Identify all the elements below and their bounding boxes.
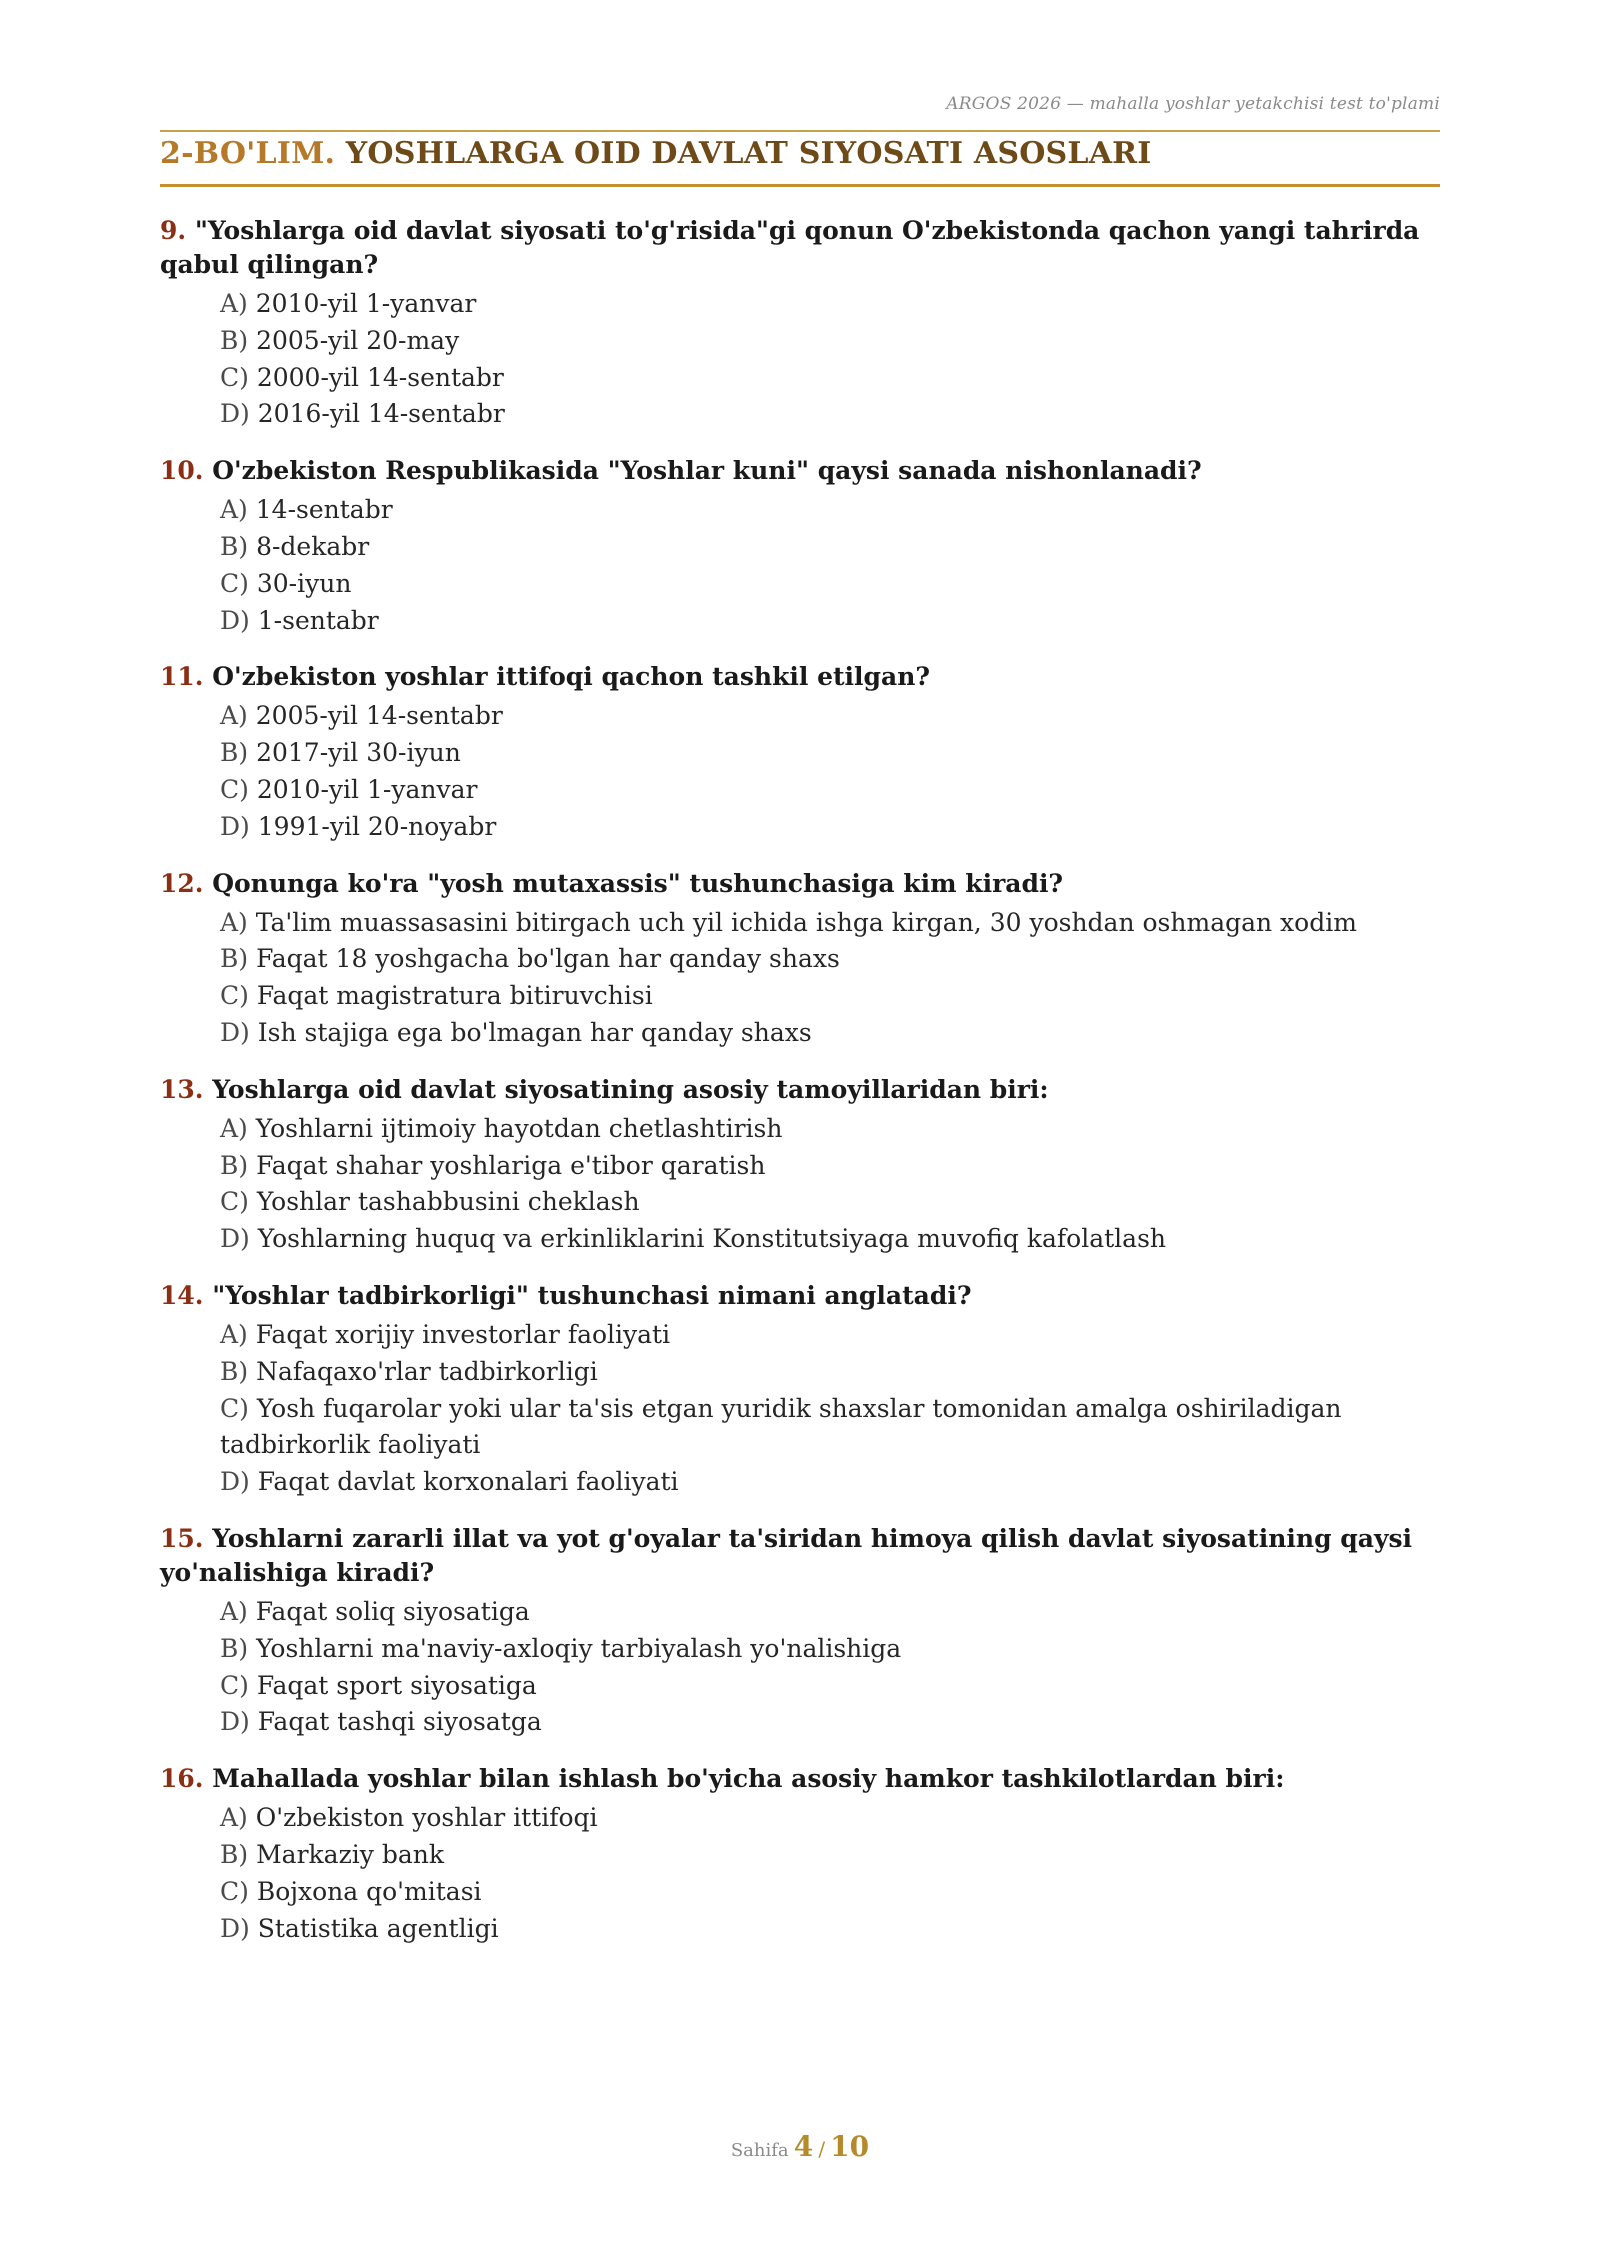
option-text: Bojxona qo'mitasi bbox=[256, 1876, 482, 1906]
question-14 bbox=[160, 1279, 1440, 1501]
answer-option-a bbox=[220, 286, 1440, 323]
question-number: 10. bbox=[160, 456, 204, 486]
answer-option-b bbox=[220, 735, 1440, 772]
option-letter: B) bbox=[220, 738, 249, 768]
option-letter: C) bbox=[220, 1670, 249, 1700]
option-letter: B) bbox=[220, 1356, 249, 1386]
option-text: Markaziy bank bbox=[256, 1839, 444, 1869]
question-body: O'zbekiston Respublikasida "Yoshlar kuni" qaysi sanada nishonlanadi? bbox=[212, 456, 1202, 486]
question-text bbox=[160, 1279, 1440, 1313]
option-text: 2000-yil 14-sentabr bbox=[256, 362, 504, 392]
option-text: 2005-yil 20-may bbox=[256, 325, 460, 355]
option-letter: A) bbox=[220, 1596, 248, 1626]
option-text: 2005-yil 14-sentabr bbox=[255, 701, 503, 731]
answer-options bbox=[160, 1800, 1440, 1947]
question-body: Qonunga ko'ra "yosh mutaxassis" tushunchasiga kim kiradi? bbox=[212, 868, 1064, 898]
option-text: Ta'lim muassasasini bitirgach uch yil ichida ishga kirgan, 30 yoshdan oshmagan xodim bbox=[255, 907, 1357, 937]
question-text bbox=[160, 454, 1440, 488]
question-text bbox=[160, 660, 1440, 694]
answer-option-b bbox=[220, 1148, 1440, 1185]
answer-option-d bbox=[220, 1221, 1440, 1258]
section-heading: YOSHLARGA OID DAVLAT SIYOSATI ASOSLARI bbox=[345, 136, 1152, 171]
option-letter: A) bbox=[220, 1319, 248, 1349]
answer-option-c bbox=[220, 1391, 1440, 1465]
answer-option-b bbox=[220, 323, 1440, 360]
question-number: 16. bbox=[160, 1764, 204, 1794]
question-text bbox=[160, 1762, 1440, 1796]
answer-option-c bbox=[220, 772, 1440, 809]
option-letter: A) bbox=[220, 495, 248, 525]
option-text: 1-sentabr bbox=[257, 605, 379, 635]
page-footer bbox=[160, 2130, 1440, 2163]
question-text bbox=[160, 1073, 1440, 1107]
answer-option-b bbox=[220, 941, 1440, 978]
answer-option-c bbox=[220, 566, 1440, 603]
option-letter: C) bbox=[220, 774, 249, 804]
option-letter: A) bbox=[220, 289, 248, 318]
answer-option-b bbox=[220, 1837, 1440, 1874]
question-11 bbox=[160, 660, 1440, 845]
answer-option-d bbox=[220, 809, 1440, 846]
question-15 bbox=[160, 1522, 1440, 1741]
answer-option-d bbox=[220, 396, 1440, 433]
question-number: 9. bbox=[160, 216, 187, 245]
option-letter: D) bbox=[220, 1017, 250, 1047]
question-body: "Yoshlarga oid davlat siyosati to'g'risida"gi qonun O'zbekistonda qachon yangi tahrirda qabul qilingan? bbox=[160, 216, 1420, 279]
option-text: Faqat davlat korxonalari faoliyati bbox=[257, 1467, 679, 1497]
option-letter: A) bbox=[220, 1113, 248, 1143]
option-text: Yosh fuqarolar yoki ular ta'sis etgan yuridik shaxslar tomonidan amalga oshiriladigan tadbirkorlik faoliyati bbox=[220, 1393, 1342, 1460]
document-page bbox=[160, 0, 1440, 2262]
question-text bbox=[160, 867, 1440, 901]
answer-option-c bbox=[220, 360, 1440, 397]
question-number: 12. bbox=[160, 868, 204, 898]
answer-options bbox=[160, 1111, 1440, 1258]
option-text: 2017-yil 30-iyun bbox=[256, 738, 461, 768]
question-number: 13. bbox=[160, 1074, 204, 1104]
question-number: 15. bbox=[160, 1523, 204, 1553]
answer-option-c bbox=[220, 978, 1440, 1015]
question-text bbox=[160, 214, 1440, 282]
option-letter: B) bbox=[220, 1633, 249, 1663]
option-text: Yoshlar tashabbusini cheklash bbox=[256, 1187, 640, 1217]
answer-options bbox=[160, 1317, 1440, 1501]
option-text: O'zbekiston yoshlar ittifoqi bbox=[255, 1803, 598, 1833]
option-text: Faqat tashqi siyosatga bbox=[257, 1707, 542, 1737]
answer-options bbox=[160, 492, 1440, 639]
option-letter: D) bbox=[220, 1224, 250, 1254]
option-text: Yoshlarni ma'naviy-axloqiy tarbiyalash yo'nalishiga bbox=[256, 1633, 902, 1663]
option-letter: D) bbox=[220, 1913, 250, 1943]
option-letter: C) bbox=[220, 362, 249, 392]
option-text: 2016-yil 14-sentabr bbox=[257, 399, 505, 429]
option-letter: C) bbox=[220, 1187, 249, 1217]
option-letter: D) bbox=[220, 605, 250, 635]
option-text: 2010-yil 1-yanvar bbox=[256, 774, 478, 804]
option-text: 30-iyun bbox=[256, 568, 352, 598]
current-page-number: 4 bbox=[793, 2130, 814, 2163]
answer-option-d bbox=[220, 1464, 1440, 1501]
question-list bbox=[160, 214, 1440, 1968]
option-letter: B) bbox=[220, 1150, 249, 1180]
option-letter: A) bbox=[220, 701, 248, 731]
question-10 bbox=[160, 454, 1440, 639]
answer-option-a bbox=[220, 1800, 1440, 1837]
option-text: Faqat xorijiy investorlar faoliyati bbox=[255, 1319, 671, 1349]
option-text: Yoshlarning huquq va erkinliklarini Konstitutsiyaga muvofiq kafolatlash bbox=[257, 1224, 1167, 1254]
option-text: Statistika agentligi bbox=[257, 1913, 499, 1943]
option-text: 2010-yil 1-yanvar bbox=[255, 289, 477, 318]
option-text: Faqat sport siyosatiga bbox=[256, 1670, 537, 1700]
total-page-count: 10 bbox=[830, 2130, 870, 2163]
option-letter: A) bbox=[220, 1803, 248, 1833]
question-text bbox=[160, 1522, 1440, 1590]
option-text: Faqat soliq siyosatiga bbox=[255, 1596, 530, 1626]
page-separator: / bbox=[818, 2137, 826, 2161]
answer-option-d bbox=[220, 1015, 1440, 1052]
option-letter: C) bbox=[220, 1393, 249, 1423]
answer-options bbox=[160, 905, 1440, 1052]
page-label: Sahifa bbox=[730, 2140, 789, 2161]
question-body: "Yoshlar tadbirkorligi" tushunchasi nimani anglatadi? bbox=[212, 1280, 972, 1310]
answer-options bbox=[160, 286, 1440, 433]
answer-option-c bbox=[220, 1668, 1440, 1705]
option-letter: C) bbox=[220, 1876, 249, 1906]
section-title bbox=[160, 136, 1152, 171]
section-divider bbox=[160, 184, 1440, 187]
answer-option-a bbox=[220, 492, 1440, 529]
option-text: Faqat 18 yoshgacha bo'lgan har qanday shaxs bbox=[256, 944, 840, 974]
answer-option-a bbox=[220, 1111, 1440, 1148]
option-letter: B) bbox=[220, 531, 249, 561]
question-body: O'zbekiston yoshlar ittifoqi qachon tashkil etilgan? bbox=[212, 662, 931, 692]
option-letter: C) bbox=[220, 568, 249, 598]
header-divider bbox=[160, 130, 1440, 132]
option-text: Faqat magistratura bitiruvchisi bbox=[256, 981, 653, 1011]
question-body: Yoshlarni zararli illat va yot g'oyalar ta'siridan himoya qilish davlat siyosatining qaysi yo'nalishiga kiradi? bbox=[160, 1523, 1413, 1587]
option-letter: B) bbox=[220, 1839, 249, 1869]
option-text: Faqat shahar yoshlariga e'tibor qaratish bbox=[256, 1150, 766, 1180]
option-letter: A) bbox=[220, 907, 248, 937]
question-13 bbox=[160, 1073, 1440, 1258]
question-number: 14. bbox=[160, 1280, 204, 1310]
answer-option-a bbox=[220, 1594, 1440, 1631]
option-letter: D) bbox=[220, 1467, 250, 1497]
answer-option-d bbox=[220, 603, 1440, 640]
option-text: 8-dekabr bbox=[256, 531, 370, 561]
answer-options bbox=[160, 1594, 1440, 1741]
answer-option-a bbox=[220, 905, 1440, 942]
answer-option-d bbox=[220, 1911, 1440, 1948]
question-12 bbox=[160, 867, 1440, 1052]
question-number: 11. bbox=[160, 662, 204, 692]
option-text: 1991-yil 20-noyabr bbox=[257, 811, 497, 841]
option-letter: B) bbox=[220, 944, 249, 974]
question-body: Yoshlarga oid davlat siyosatining asosiy tamoyillaridan biri: bbox=[212, 1074, 1049, 1104]
option-letter: D) bbox=[220, 811, 250, 841]
answer-option-c bbox=[220, 1184, 1440, 1221]
option-text: Nafaqaxo'rlar tadbirkorligi bbox=[256, 1356, 598, 1386]
option-text: 14-sentabr bbox=[255, 495, 393, 525]
option-letter: B) bbox=[220, 325, 249, 355]
option-letter: D) bbox=[220, 399, 250, 429]
question-9 bbox=[160, 214, 1440, 433]
answer-option-d bbox=[220, 1704, 1440, 1741]
running-header: ARGOS 2026 — mahalla yoshlar yetakchisi test to'plami bbox=[946, 94, 1440, 114]
answer-option-c bbox=[220, 1874, 1440, 1911]
option-text: Yoshlarni ijtimoiy hayotdan chetlashtirish bbox=[255, 1113, 783, 1143]
answer-option-b bbox=[220, 1354, 1440, 1391]
option-text: Ish stajiga ega bo'lmagan har qanday shaxs bbox=[257, 1017, 812, 1047]
option-letter: D) bbox=[220, 1707, 250, 1737]
question-16 bbox=[160, 1762, 1440, 1947]
answer-option-b bbox=[220, 529, 1440, 566]
answer-options bbox=[160, 698, 1440, 845]
answer-option-a bbox=[220, 698, 1440, 735]
option-letter: C) bbox=[220, 981, 249, 1011]
section-number: 2-BO'LIM. bbox=[160, 136, 336, 171]
answer-option-b bbox=[220, 1631, 1440, 1668]
question-body: Mahallada yoshlar bilan ishlash bo'yicha asosiy hamkor tashkilotlardan biri: bbox=[212, 1764, 1285, 1794]
answer-option-a bbox=[220, 1317, 1440, 1354]
